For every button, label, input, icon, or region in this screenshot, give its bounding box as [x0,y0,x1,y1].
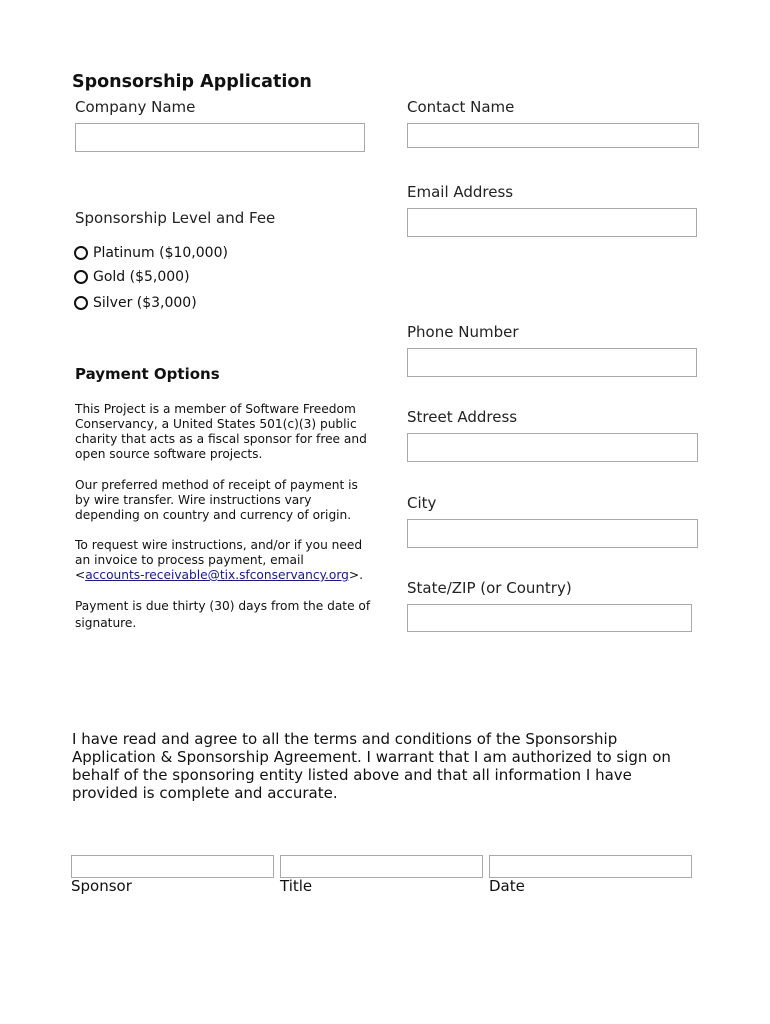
level-option-silver[interactable] [74,295,197,311]
level-option-platinum[interactable] [74,245,228,261]
city-input[interactable] [407,519,698,548]
level-option-gold[interactable] [74,269,190,285]
street-address-input[interactable] [407,433,698,462]
level-option-label: Silver ($3,000) [93,295,197,311]
company-name-label: Company Name [75,98,196,116]
date-label: Date [489,877,525,895]
state-zip-input[interactable] [407,604,692,632]
email-address-input[interactable] [407,208,697,237]
payment-paragraph-due: Payment is due thirty (30) days from the date of signature. [75,599,371,630]
street-address-label: Street Address [407,408,518,426]
radio-button-icon[interactable] [74,246,88,260]
sponsorship-level-label: Sponsorship Level and Fee [75,209,276,227]
phone-number-label: Phone Number [407,323,519,341]
email-address-label: Email Address [407,183,514,201]
phone-number-input[interactable] [407,348,697,377]
level-option-label: Gold ($5,000) [93,269,190,285]
payment-options-heading: Payment Options [75,365,220,383]
level-option-label: Platinum ($10,000) [93,245,228,261]
state-zip-label: State/ZIP (or Country) [407,579,572,597]
payment-request-text: To request wire instructions, and/or if you need an invoice to process payment, email < [75,538,363,582]
signature-date-input[interactable] [489,855,692,878]
sponsor-label: Sponsor [71,877,132,895]
payment-paragraph-request [75,538,375,583]
payment-request-suffix: >. [348,568,364,582]
agreement-text: I have read and agree to all the terms and conditions of the Sponsorship Application & Sponsorship Agreement. I warrant that I am authorized to sign on behalf of the sponsoring entity listed above and that all information I have provided is complete and accurate. [72,730,671,802]
radio-button-icon[interactable] [74,296,88,310]
contact-name-label: Contact Name [407,98,515,116]
payment-paragraph-fiscal-sponsor: This Project is a member of Software Freedom Conservancy, a United States 501(c)(3) public charity that acts as a fiscal sponsor for free and open source software projects. [75,402,367,461]
company-name-input[interactable] [75,123,365,152]
payment-paragraph-wire: Our preferred method of receipt of payment is by wire transfer. Wire instructions vary depending on country and currency of origin. [75,478,358,522]
sponsor-signature-input[interactable] [71,855,274,878]
page-title: Sponsorship Application [72,72,312,92]
city-label: City [407,494,437,512]
contact-name-input[interactable] [407,123,699,148]
signer-title-input[interactable] [280,855,483,878]
accounts-receivable-email-link[interactable]: accounts-receivable@tix.sfconservancy.org [85,568,349,582]
radio-button-icon[interactable] [74,270,88,284]
title-label: Title [280,877,313,895]
